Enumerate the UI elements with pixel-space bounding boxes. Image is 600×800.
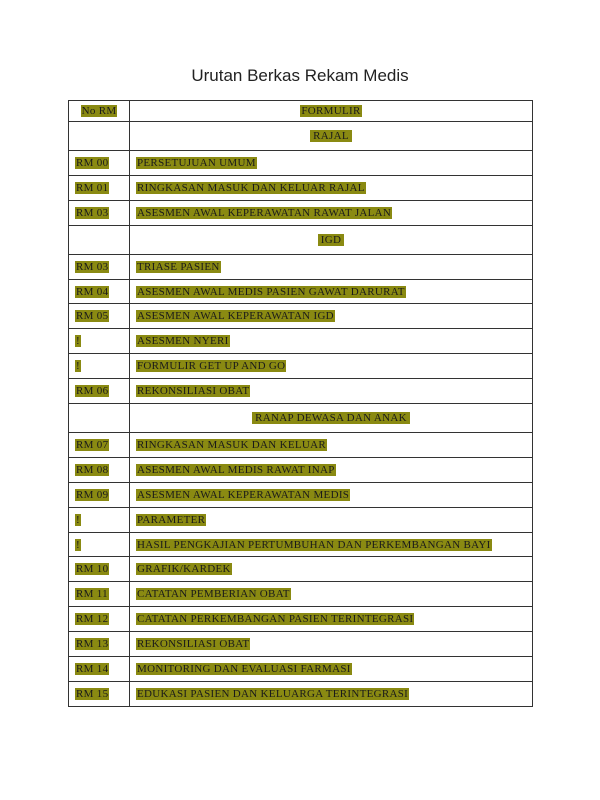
document-title: Urutan Berkas Rekam Medis xyxy=(191,66,409,85)
no-rm-cell xyxy=(69,433,130,458)
no-rm-cell xyxy=(69,557,130,582)
formulir-value: PERSETUJUAN UMUM xyxy=(137,156,256,169)
table-row xyxy=(69,507,533,532)
formulir-cell xyxy=(130,279,533,304)
no-rm-value: RM 13 xyxy=(76,638,109,651)
no-rm-value: ! xyxy=(76,360,80,373)
no-rm-value: RM 01 xyxy=(76,181,109,194)
records-table xyxy=(68,100,533,707)
records-table-body xyxy=(69,101,533,707)
section-title: RAJAL xyxy=(310,130,352,142)
no-rm-cell xyxy=(69,482,130,507)
no-rm-value: ! xyxy=(76,335,80,348)
no-rm-cell xyxy=(69,200,130,225)
header-formulir-cell xyxy=(130,101,533,122)
header-no-rm-cell xyxy=(69,101,130,122)
formulir-value: CATATAN PEMBERIAN OBAT xyxy=(137,588,290,601)
table-row xyxy=(69,175,533,200)
formulir-value: ASESMEN AWAL KEPERAWATAN IGD xyxy=(137,310,334,323)
no-rm-cell xyxy=(69,329,130,354)
no-rm-cell xyxy=(69,354,130,379)
section-blank-cell xyxy=(69,404,130,433)
table-row xyxy=(69,457,533,482)
table-row xyxy=(69,681,533,706)
no-rm-cell xyxy=(69,657,130,682)
table-row xyxy=(69,632,533,657)
table-row xyxy=(69,607,533,632)
formulir-value: FORMULIR GET UP AND GO xyxy=(137,360,286,373)
table-row xyxy=(69,254,533,279)
formulir-cell xyxy=(130,379,533,404)
formulir-cell xyxy=(130,151,533,176)
no-rm-value: RM 11 xyxy=(76,588,108,601)
section-title-cell xyxy=(130,225,533,254)
no-rm-cell xyxy=(69,304,130,329)
formulir-value: REKONSILIASI OBAT xyxy=(137,638,250,651)
formulir-cell xyxy=(130,482,533,507)
formulir-cell xyxy=(130,457,533,482)
table-row xyxy=(69,354,533,379)
no-rm-value: RM 07 xyxy=(76,438,109,451)
formulir-value: ASESMEN AWAL MEDIS RAWAT INAP xyxy=(137,463,335,476)
no-rm-value: RM 05 xyxy=(76,310,109,323)
table-row xyxy=(69,329,533,354)
no-rm-value: RM 03 xyxy=(76,206,109,219)
no-rm-value: RM 03 xyxy=(76,260,109,273)
formulir-cell xyxy=(130,582,533,607)
table-row xyxy=(69,279,533,304)
no-rm-value: RM 10 xyxy=(76,563,109,576)
formulir-cell xyxy=(130,304,533,329)
formulir-value: RINGKASAN MASUK DAN KELUAR xyxy=(137,438,326,451)
no-rm-cell xyxy=(69,279,130,304)
table-row xyxy=(69,557,533,582)
table-header-row xyxy=(69,101,533,122)
header-no-rm: No RM xyxy=(81,105,117,117)
section-title: IGD xyxy=(318,234,344,246)
formulir-value: MONITORING DAN EVALUASI FARMASI xyxy=(137,662,351,675)
table-row xyxy=(69,532,533,557)
formulir-value: ASESMEN AWAL MEDIS PASIEN GAWAT DARURAT xyxy=(137,285,405,298)
formulir-value: RINGKASAN MASUK DAN KELUAR RAJAL xyxy=(137,181,365,194)
section-title-cell xyxy=(130,122,533,151)
formulir-value: ASESMEN AWAL KEPERAWATAN RAWAT JALAN xyxy=(137,206,392,219)
section-blank-cell xyxy=(69,225,130,254)
formulir-value: TRIASE PASIEN xyxy=(137,260,220,273)
formulir-cell xyxy=(130,200,533,225)
formulir-value: ASESMEN NYERI xyxy=(137,335,229,348)
formulir-cell xyxy=(130,681,533,706)
header-formulir: FORMULIR xyxy=(301,105,361,117)
no-rm-cell xyxy=(69,457,130,482)
formulir-cell xyxy=(130,632,533,657)
no-rm-cell xyxy=(69,254,130,279)
no-rm-cell xyxy=(69,582,130,607)
no-rm-value: ! xyxy=(76,538,80,551)
formulir-value: CATATAN PERKEMBANGAN PASIEN TERINTEGRASI xyxy=(137,613,414,626)
section-row xyxy=(69,404,533,433)
no-rm-cell xyxy=(69,507,130,532)
table-row xyxy=(69,200,533,225)
formulir-value: ASESMEN AWAL KEPERAWATAN MEDIS xyxy=(137,488,350,501)
no-rm-value: RM 06 xyxy=(76,385,109,398)
formulir-value: REKONSILIASI OBAT xyxy=(137,385,250,398)
table-row xyxy=(69,482,533,507)
formulir-cell xyxy=(130,532,533,557)
section-blank-cell xyxy=(69,122,130,151)
table-row xyxy=(69,657,533,682)
no-rm-value: RM 12 xyxy=(76,613,109,626)
no-rm-value: RM 04 xyxy=(76,285,109,298)
no-rm-value: RM 09 xyxy=(76,488,109,501)
formulir-cell xyxy=(130,254,533,279)
table-row xyxy=(69,582,533,607)
no-rm-cell xyxy=(69,681,130,706)
formulir-cell xyxy=(130,175,533,200)
table-row xyxy=(69,433,533,458)
section-row xyxy=(69,225,533,254)
no-rm-cell xyxy=(69,632,130,657)
formulir-value: GRAFIK/KARDEK xyxy=(137,563,231,576)
formulir-cell xyxy=(130,507,533,532)
formulir-cell xyxy=(130,657,533,682)
table-row xyxy=(69,379,533,404)
formulir-cell xyxy=(130,607,533,632)
formulir-cell xyxy=(130,557,533,582)
no-rm-value: RM 14 xyxy=(76,662,109,675)
section-title: RANAP DEWASA DAN ANAK xyxy=(252,412,410,424)
no-rm-cell xyxy=(69,532,130,557)
formulir-cell xyxy=(130,354,533,379)
formulir-value: HASIL PENGKAJIAN PERTUMBUHAN DAN PERKEMBANGAN BAYI xyxy=(137,538,491,551)
no-rm-cell xyxy=(69,151,130,176)
table-row xyxy=(69,151,533,176)
no-rm-value: RM 08 xyxy=(76,463,109,476)
section-title-cell xyxy=(130,404,533,433)
no-rm-cell xyxy=(69,607,130,632)
formulir-cell xyxy=(130,433,533,458)
no-rm-cell xyxy=(69,175,130,200)
no-rm-value: RM 00 xyxy=(76,156,109,169)
formulir-value: PARAMETER xyxy=(137,513,206,526)
formulir-cell xyxy=(130,329,533,354)
no-rm-cell xyxy=(69,379,130,404)
table-row xyxy=(69,304,533,329)
formulir-value: EDUKASI PASIEN DAN KELUARGA TERINTEGRASI xyxy=(137,687,409,700)
no-rm-value: RM 15 xyxy=(76,687,109,700)
section-row xyxy=(69,122,533,151)
no-rm-value: ! xyxy=(76,513,80,526)
